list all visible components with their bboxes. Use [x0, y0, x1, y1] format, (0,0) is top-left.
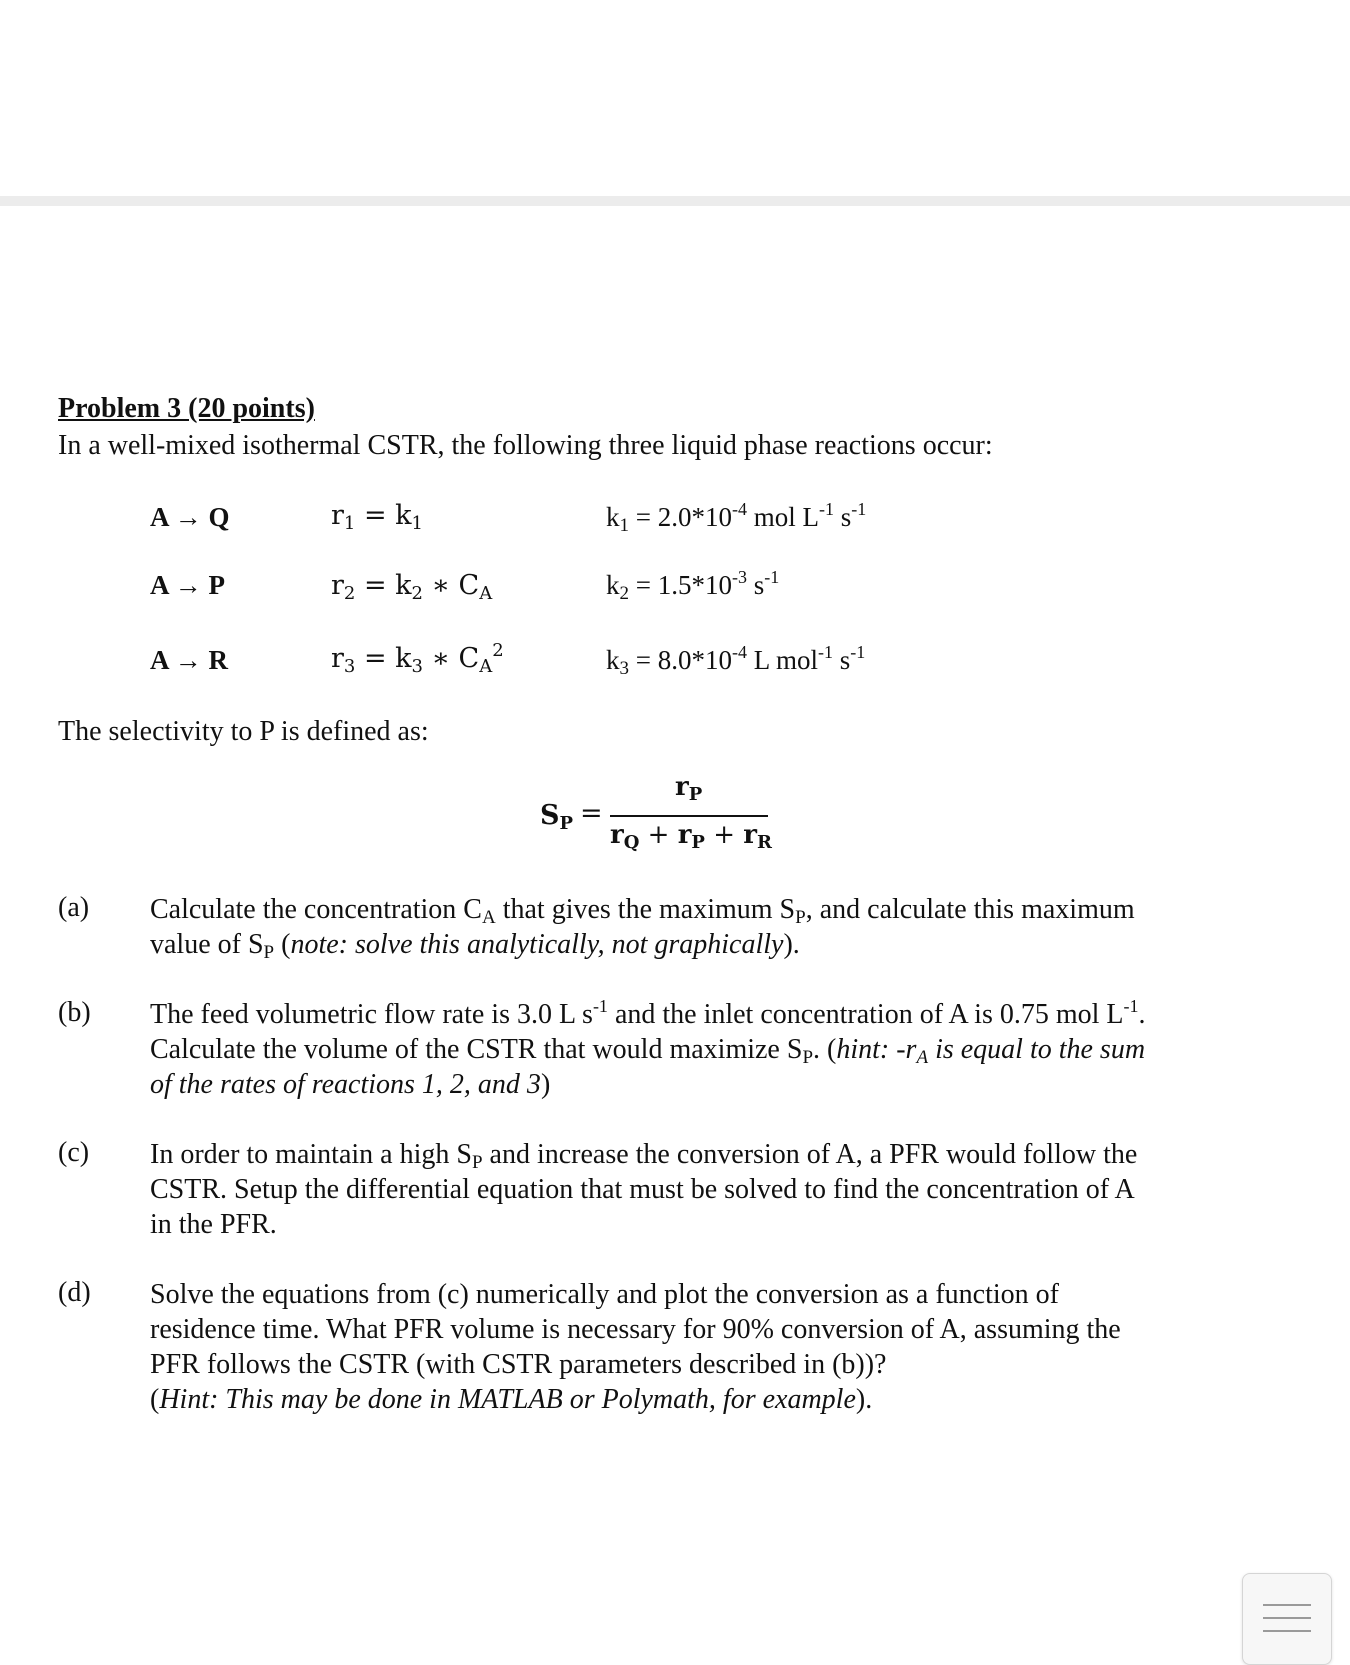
top-divider-bar — [0, 196, 1350, 206]
part-a-label: (a) — [58, 892, 90, 923]
selectivity-numerator: $r_P$ — [675, 772, 703, 805]
part-c-label: (c) — [58, 1137, 90, 1168]
part-b-label: (b) — [58, 997, 91, 1028]
part-c-text: In order to maintain a high $S_P$ and increase the conversion of A, a PFR would follow the CSTR. Setup the differential equation that must be solved to find the concentration of A in the PFR. — [150, 1139, 1138, 1240]
part-d-label: (d) — [58, 1277, 91, 1308]
reaction-1-rate-constant: $k_1 = 2.0*10^{-4}$ mol $L^{-1}$ $s^{-1}$ — [606, 499, 867, 536]
reaction-1-equation: A → Q — [150, 502, 230, 532]
reaction-3-equation: A → R — [150, 645, 229, 675]
selectivity-denominator: $r_Q + r_P + r_R$ — [610, 820, 772, 853]
selectivity-formula — [540, 772, 780, 868]
part-b-text: The feed volumetric flow rate is 3.0 L $s^{-1}$ and the inlet concentration of A is 0.75 mol $L^{-1}$. Calculate the volume of the CSTR that would maximize $S_P$. (hint: $-r_A$ is equal to the sum of the rates of reactions 1, 2, and 3) — [150, 996, 1146, 1100]
part-d-text: Solve the equations from (c) numerically and plot the conversion as a function of residence time. What PFR volume is necessary for 90% conversion of A, assuming the PFR follows the CSTR (with CSTR parameters described in (b))? (Hint: This may be done in MATLAB or Polymath, for example). — [150, 1279, 1121, 1415]
menu-button[interactable] — [1242, 1573, 1332, 1665]
reaction-1-rate: $r_1 = k_1$ — [331, 500, 423, 534]
reaction-3-rate-constant: $k_3 = 8.0*10^{-4}$ L mol$^{-1}$ $s^{-1}$ — [606, 642, 866, 679]
selectivity-definition-text: The selectivity to P is defined as: — [58, 716, 429, 747]
reaction-3-rate: $r_3 = k_3$ ∗ $C_A^2$ — [331, 640, 504, 677]
reaction-2-rate: $r_2 = k_2$ ∗ $C_A$ — [331, 570, 493, 604]
reaction-2-equation: A → P — [150, 570, 226, 600]
selectivity-lhs: $S_P$ — [540, 800, 574, 834]
fraction-bar — [610, 815, 768, 817]
problem-title: Problem 3 (20 points) — [58, 393, 315, 424]
part-a-text: Calculate the concentration $C_A$ that gives the maximum $S_P$, and calculate this maximum value of $S_P$ (note: solve this analytically, not graphically). — [150, 894, 1135, 963]
reaction-2-rate-constant: $k_2 = 1.5*10^{-3}$ $s^{-1}$ — [606, 567, 780, 604]
selectivity-equals: = — [580, 798, 603, 829]
problem-intro: In a well-mixed isothermal CSTR, the following three liquid phase reactions occur: — [58, 430, 993, 461]
